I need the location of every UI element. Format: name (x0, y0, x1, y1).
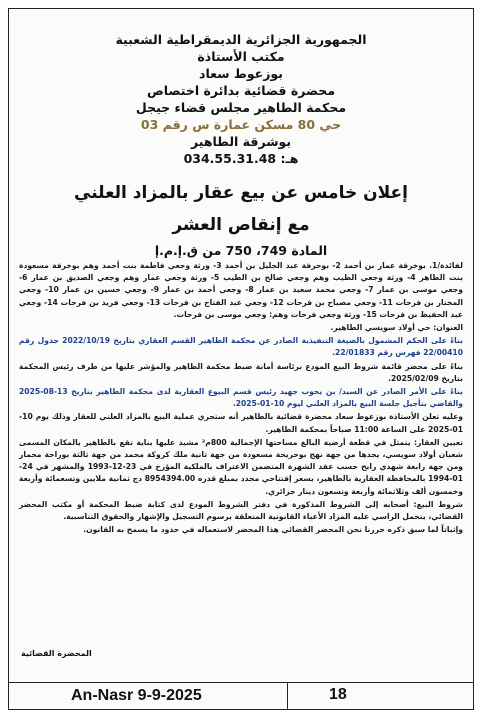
sale-terms-paragraph: شروط البيع: أصحابه إلى الشروط المذكورة في دفتر الشروط المودع لدى كتابة ضبط المحكمة أو مكتب المحضر القضائي، يتحمل الراسي عليه المزاد الأعباء القانونية المتعلقة برسوم التسجيل والإشهار والحقوق التناسبية. (19, 499, 463, 522)
phone-line: هـ: 034.55.31.48 (183, 151, 299, 166)
footer-divider (287, 683, 288, 709)
page-number: 18 (329, 686, 347, 703)
republic-line: الجمهورية الجزائرية الديمقراطية الشعبية (115, 32, 367, 47)
property-paragraph: تعيين العقار: يتمثل في قطعة أرضية البالغ مساحتها الإجمالية 800م² مشيد عليها بناية تقع بالطاهير بالمكان المسمى شعبان أولاد سويسي، يحدها من جهة نهج بوحريحة مسعودة من جهة ثانية ملك كروكة محمد من جهة ثالثة بوراحة محمار ومن جهة رابعة شهدي رابح حسب عقد الشهرة المتضمن الاعتراف بالملكية المؤرخ في 23-12-1993 والمشهر في 24-01-1994 بالمحافظة العقارية بالطاهير، بسعر إفتتاحي محدد بمبلغ قدره 8954394.00 دج ثمانية ملايين وتسعمائة وأربعة وخمسون ألف وثلاثمائة وأربعة وتسعون دينار جزائري. (19, 437, 463, 496)
postponement-paragraph: بناءً على الأمر الصادر عن السيد/ بن يحوب جهيد رئيس قسم البيوع العقارية لدى محكمة الطاهير بتاريخ 13-08-2025 والقاضي بتأجيل جلسة البيع بالمزاد العلني ليوم 10-01-2025. (19, 387, 463, 409)
notice-title: إعلان خامس عن بيع عقار بالمزاد العلني (74, 183, 408, 203)
bailiff-signature: المحضرة القضائية (21, 649, 92, 658)
footer-bar (9, 682, 473, 709)
notice-subtitle: مع إنقاص العشر (172, 215, 310, 235)
header-block (9, 9, 473, 167)
city-line: بوشرقة الطاهير (190, 134, 292, 149)
bailiff-name: بوزعوط سعاد (199, 66, 283, 81)
address-paragraph: العنوان: حي أولاد سويسي الطاهير. (330, 323, 463, 333)
jurisdiction-line: محضرة قضائية بدائرة اختصاص (146, 83, 336, 98)
announcement-paragraph: وعليه تعلن الأستاذة بوزعوط سعاد محضرة قضائية بالطاهير أنه ستجري عملية البيع بالمزاد العلني للعقار وذلك يوم 10-01-2025 على الساعة 11:00 صباحاً بمحكمة الطاهير. (19, 412, 463, 434)
newspaper-date: An-Nasr 9-9-2025 (71, 687, 202, 704)
court-line: محكمة الطاهير مجلس قضاء جيجل (135, 100, 347, 115)
beneficiaries-paragraph: لفائدة/1. بوخرفة عمار بن أحمد 2- بوحرفة عبد الجليل بن أحمد 3- ورثة وجعي فاطمة بنت أحمد وهم بوخرفة مسعودة بنت الطاهر 4- ورثة وجعي الطيب وهم وجعي صالح بن الطيب 5- ورثة وجعي عمار وهم وجعي الصديق بن عمار 6- وجعي موسى بن عمار 7- وجعي محمد سعيد بن عمار 8- وجعي أحمد بن عمار 9- وجعي حسين بن عمار 10- وجعي المختار بن فرحات 11- وجعي مصباح بن فرحات 12- وجعي عبد الفتاح بن فرحات 13- وجعي فريد بن فرحات 14- وجعي عبد الحفيظ بن فرحات 15- ورثة وجعي فرحات وهم: وجعي موسى بن فرحات. (19, 261, 464, 319)
address-line: حي 80 مسكن عمارة س رقم 03 (140, 117, 342, 132)
conditions-list-paragraph: بناءً على محضر قائمة شروط البيع المودع برئاسة أمانة ضبط محكمة الطاهير والمؤشر عليها من طرف رئيس المحكمة بتاريخ 2025/02/09. (19, 361, 463, 383)
closing-paragraph: وإثباتاً لما سبق ذكره حررنا نحن المحضر القضائي هذا المحضر لاستعماله في حدود ما يسمح به القانون. (83, 525, 463, 535)
article-reference: المادة 749، 750 من ق.إ.م.إ (154, 243, 328, 258)
notice-body (9, 258, 473, 536)
judgment-paragraph: بناءً على الحكم المشمول بالصيغة التنفيذية الصادر عن محكمة الطاهير القسم العقاري بتاريخ 2022/10/19 جدول رقم 22/00410 فهرس رقم 22/01833. (19, 336, 463, 358)
notice-page (8, 8, 474, 710)
office-line: مكتب الأستاذة (197, 49, 285, 64)
